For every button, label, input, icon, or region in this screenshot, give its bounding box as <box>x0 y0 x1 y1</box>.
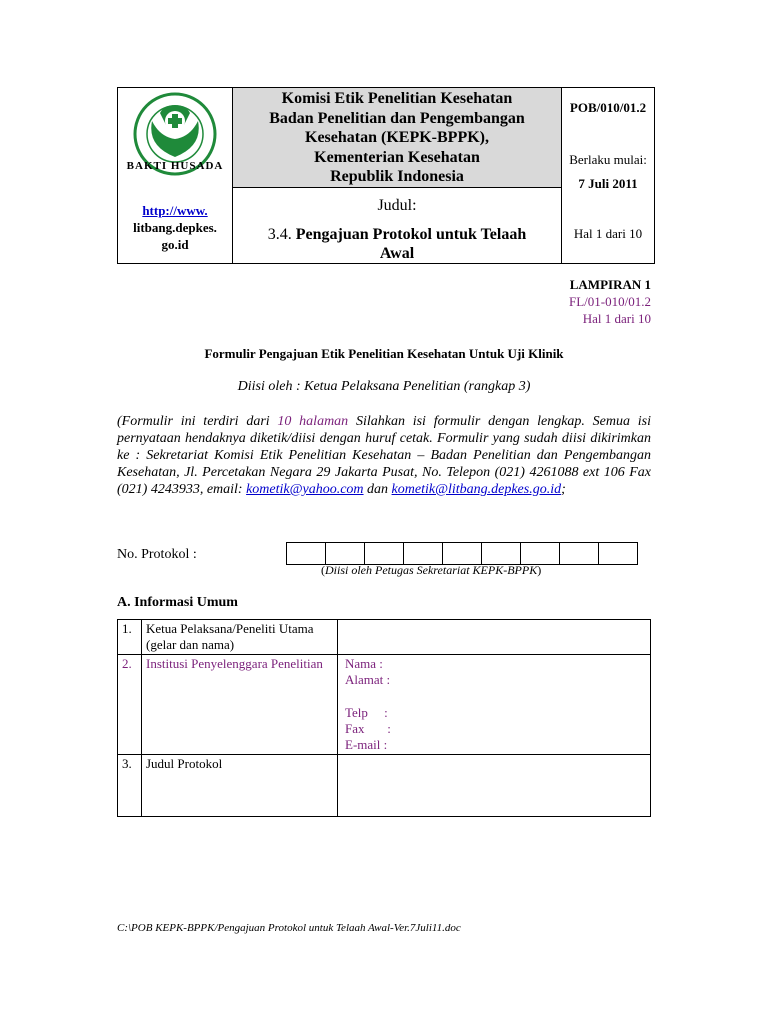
institusi-fields[interactable] <box>338 655 651 755</box>
lampiran-code: FL/01-010/01.2 <box>569 294 651 309</box>
nama-field-label: Nama : <box>345 656 383 671</box>
table-row <box>118 655 651 755</box>
protokol-digit-box[interactable] <box>481 542 521 565</box>
table-row <box>118 620 651 655</box>
row-value-field[interactable] <box>338 620 651 655</box>
lampiran-page: Hal 1 dari 10 <box>582 311 651 326</box>
protokol-digit-box[interactable] <box>364 542 404 565</box>
org-line: Kementerian Kesehatan <box>314 148 480 166</box>
row-number: 2. <box>118 655 142 755</box>
url-link[interactable]: http://www. <box>142 203 208 218</box>
protokol-note: (Diisi oleh Petugas Sekretariat KEPK-BPPK) <box>321 563 542 577</box>
intro-highlight: 10 halaman <box>277 414 349 429</box>
fax-field-label: Fax : <box>345 721 391 736</box>
url-line3: go.id <box>161 237 189 252</box>
footer-path: C:\POB KEPK-BPPK/Pengajuan Protokol untuk Telaah Awal-Ver.7Juli11.doc <box>117 922 461 934</box>
protokol-digit-box[interactable] <box>286 542 326 565</box>
judul-title-line2: Awal <box>379 244 415 262</box>
berlaku-label: Berlaku mulai: <box>569 152 647 167</box>
org-line: Kesehatan (KEPK-BPPK), <box>305 129 489 146</box>
header-table <box>117 87 655 264</box>
telp-field-label: Telp : <box>345 705 388 720</box>
protokol-digit-box[interactable] <box>442 542 482 565</box>
org-line: Republik Indonesia <box>330 168 464 185</box>
form-title: Formulir Pengajuan Etik Penelitian Kesehatan Untuk Uji Klinik <box>204 346 564 361</box>
row-value-field[interactable] <box>338 755 651 817</box>
intro-text-2: Silahkan isi formulir dengan lengkap. Semua isi pernyataan hendaknya diketik/diisi dengan huruf cetak. Formulir yang sudah diisi dikirimkan ke : Sekretariat Komisi Etik Penelitian Kesehatan – Badan Penelitian dan Pengembangan Kesehatan, Jl. Percetakan Negara 29 Jakarta Pusat, No. Telepon (021) 4261088 ext 106 Fax (021) 4243933, email: <box>117 414 651 497</box>
lampiran-title: LAMPIRAN 1 <box>569 277 651 292</box>
section-a-title: A. Informasi Umum <box>117 595 238 610</box>
intro-end: ; <box>561 482 566 497</box>
row-label: Institusi Penyelenggara Penelitian <box>142 655 338 755</box>
protokol-digit-box[interactable] <box>403 542 443 565</box>
protokol-digit-box[interactable] <box>559 542 599 565</box>
row-number: 1. <box>118 620 142 655</box>
email-link-2[interactable]: kometik@litbang.depkes.go.id <box>391 482 562 497</box>
email-field-label: E-mail : <box>345 737 388 752</box>
intro-text: (Formulir ini terdiri dari <box>117 414 278 429</box>
doc-code: POB/010/01.2 <box>569 100 647 115</box>
berlaku-date: 7 Juli 2011 <box>578 176 638 191</box>
protokol-boxes <box>287 542 638 565</box>
doc-info-cell <box>562 88 655 264</box>
row-label: Judul Protokol <box>142 755 338 817</box>
url-line2: litbang.depkes. <box>133 220 217 235</box>
form-subtitle: Diisi oleh : Ketua Pelaksana Penelitian (rangkap 3) <box>237 379 531 394</box>
intro-and: dan <box>363 482 389 497</box>
logo-text: BAKTI HUSADA <box>126 160 224 172</box>
judul-title: Pengajuan Protokol untuk Telaah <box>295 225 527 243</box>
page-number: Hal 1 dari 10 <box>573 226 643 241</box>
row-number: 3. <box>118 755 142 817</box>
info-table <box>117 619 651 817</box>
protokol-label: No. Protokol : <box>117 547 197 562</box>
protokol-digit-box[interactable] <box>325 542 365 565</box>
judul-label: Judul: <box>377 196 417 214</box>
row-label: Ketua Pelaksana/Peneliti Utama (gelar dan nama) <box>142 620 338 655</box>
protokol-digit-box[interactable] <box>598 542 638 565</box>
org-cell <box>233 88 562 188</box>
alamat-field-label: Alamat : <box>345 672 391 687</box>
intro-paragraph <box>117 413 651 498</box>
email-link-1[interactable]: kometik@yahoo.com <box>246 482 364 497</box>
org-line: Komisi Etik Penelitian Kesehatan <box>281 90 513 107</box>
logo-cell <box>118 88 233 264</box>
judul-number: 3.4. <box>267 225 292 243</box>
table-row <box>118 755 651 817</box>
judul-cell <box>233 187 562 263</box>
protokol-digit-box[interactable] <box>520 542 560 565</box>
org-line: Badan Penelitian dan Pengembangan <box>269 109 525 127</box>
